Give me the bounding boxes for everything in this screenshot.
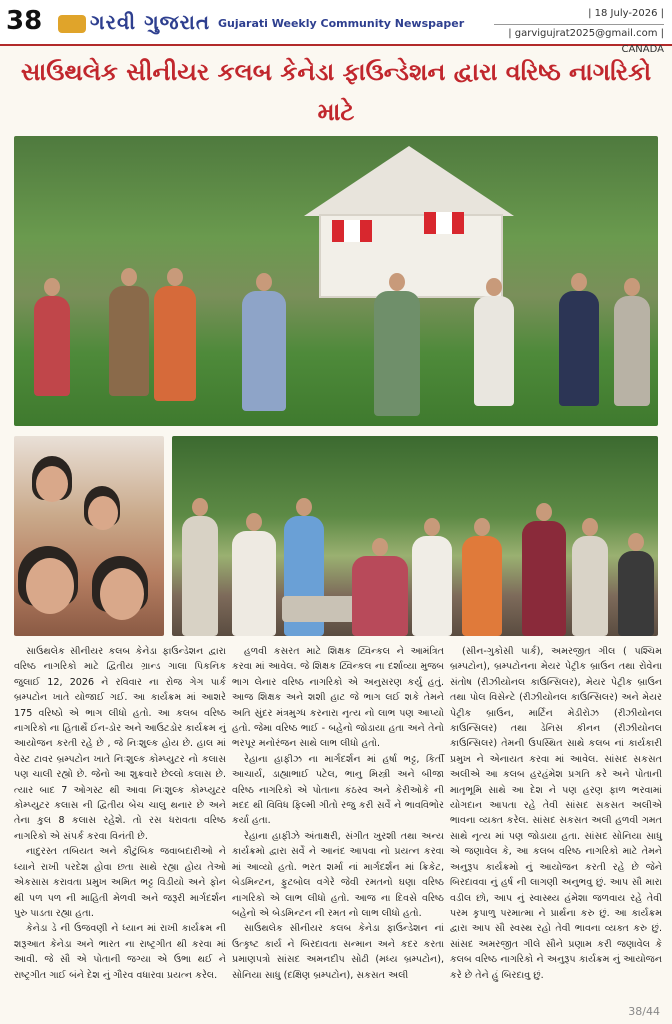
page-header [0, 0, 672, 55]
country-label: CANADA [621, 44, 664, 55]
participant [109, 286, 149, 396]
article-paragraph: નાદુરસ્ત તબિયત અને કૌટુંબિક જવાબદારીઓ ને ધ્યાને રાખી પરદેશ હોવા છતા સાથે રહ્યા હોય તેઓ એકસાસ કરાવતા પ્રમુખ અમિત ભટ્ટ વિડીયો અને ફોન થી પળ પળ ની માહિતી મેળવી અને જરૂરી માર્ગદર્શન પુરુ પાડતા રહ્યા હતા. [14, 846, 226, 919]
participant [618, 551, 654, 636]
participant [572, 536, 608, 636]
masthead-title: ગરવી ગુજરાત [90, 10, 211, 34]
page-indicator: 38/44 [628, 1005, 660, 1018]
participant [614, 296, 650, 406]
main-group-photo [14, 136, 658, 426]
article-column-1 [14, 644, 226, 983]
participant [522, 521, 566, 636]
group-selfie-photo [14, 436, 164, 636]
picnic-participants [14, 256, 658, 406]
article-column-2 [232, 644, 444, 983]
article-paragraph: કેનેડા ડે ની ઉજવણી ને ધ્યાન માં રાખી કાર્યક્રમ ની શરૂઆત કેનેડા અને ભારત ના રાષ્ટ્રગીત થી કરવા માં આવી. જે સૌ એ પોતાની જગ્યા એ ઉભા થઈ ને રાષ્ટ્રગીત ગાઈ બંને દેશ નું ગૌરવ વધારવા પ્રયત્ન કરેલ. [14, 923, 226, 981]
article-paragraph: રેહાના હાફીઝે અંતાક્ષરી, સંગીત ખુરશી તથા અન્ય કાર્યક્રમો દ્વારા સર્વે ને આનંદ આપવા નો પ્રયત્ન કરવા માં આવ્યો હતો. ભરત શર્મા નાં માર્ગદર્શન માં ક્રિકેટ, બેડમિન્ટન, ફુટબોલ વગેરે જેવી રમતનો ઘણા વરિષ્ઠ નાગરિકો એ લાભ લીધો હતો. આજ ના દિવસે વરિષ્ઠ બહેનો એ બેડમિન્ટન ની રમત નો લાભ લીધો હતો. [232, 830, 444, 919]
participant [232, 531, 276, 636]
contact-email: garvigujrat2025@gmail.com [514, 28, 658, 39]
participant [154, 286, 196, 401]
masthead-logo-icon [58, 15, 86, 33]
article-paragraph: સાઉથલેક સીનીયર કલબ કેનેડા ફાઉન્ડેશન દ્વારા વરિષ્ઠ નાગરિકો માટે દ્વિતીય ગ્રાન્ડ ગાલા પિકનિક જુલાઈ 12, 2026 ને રવિવાર ના રોજ ગેગ પાર્ક બ્રમ્પટોન ખાતે યોજાઈ ગઈ. આ કાર્યક્રમ માં આશરે 175 વરિષ્ઠો એ ભાગ લીધો હતો. આ કલબ વરિષ્ઠ નાગરિકો ના હિતાર્થે ઈન-ડોર અને આઉટડોર કાર્યક્રમ નું આયોજન કરતી રહે છે , જે નિઃશુલ્ક હોય છે. હાલ માં વેસ્ટ ટાવર બ્રમ્પટોન ખાતે નિઃશુલ્ક કોમ્પ્યુટર નો કલાસ પણ ચાલી રહ્યો છે. જેનો આ શુક્રવારે છેલ્લો કલાસ છે. ત્યાર બાદ 7 ઓગસ્ટ થી આવા નિઃશુલ્ક કોમ્પ્યુટર કોમ્પ્યુટર કલાસ ની દ્વિતીય બેચ ચાલુ થનાર છે અને તેના કુલ 8 કલાસ રહેશે. તો રસ ધરાવતા વરિષ્ઠ નાગરિકો એ સંપર્ક કરવા વિનંતી છે. [14, 646, 226, 842]
page-number: 38 [6, 6, 43, 36]
newspaper-tagline: Gujarati Weekly Community Newspaper [218, 17, 465, 30]
participant [462, 536, 502, 636]
food-service-photo [172, 436, 658, 636]
article-paragraph: રેહાના હાફીઝ ના માર્ગદર્શન માં હર્ષા ભટ્ટ, કિર્તી આચાર્ય, ડાહ્યાભાઈ પટેલ, ભાનુ મિસ્ત્રી અને બીજા વરિષ્ઠ નાગરિકો એ પોતાના કંઠસ્વ અને કેરીઓકે ની મદદ થી વિવિધ ફિલ્મી ગીતો રજુ કરી સર્વે ને ભાવવિભોર કર્યા હતા. [232, 753, 444, 827]
participant [242, 291, 286, 411]
participant [474, 296, 514, 406]
headline-line-1: સાઉથલેક સીનીયર કલબ કેનેડા ફાઉન્ડેશન દ્વારા વરિષ્ઠ નાગરિકો માટે [20, 58, 652, 126]
article-column-3 [450, 644, 662, 983]
participant-face [88, 496, 118, 530]
participant [352, 556, 408, 636]
participant-face [100, 568, 144, 620]
newspaper-masthead [54, 10, 210, 34]
participant [374, 291, 420, 416]
article-paragraph: સાઉથલેક સીનીયર કલબ કેનેડા ફાઉન્ડેશન નાં ઉત્કૃષ્ટ કાર્ય ને બિરદાવતા સન્માન અને કદર કરતા પ્રમાણપત્રો સાંસદ અમનદીપ સોઢી (મધ્ય બ્રમ્પટોન), સોનિયા સાધુ (દક્ષિણ બ્રમ્પટોન), સકસત અલી [232, 923, 444, 981]
participant [559, 291, 599, 406]
gazebo-roof [304, 146, 514, 216]
canada-flag-icon [424, 212, 464, 234]
article-paragraph: હળવી કસરત માટે શિક્ષક ટ્વિન્કલ ને આમંત્રિત કરવા માં આવેલ. જે શિક્ષક ટ્વિન્કલ ના દર્શાવ્યા મુજબ ભાગ લેનાર વરિષ્ઠ નાગરિકો એ અનુસરણ કર્યુ હતું. આજ શિક્ષક અને શશી હાટ જે ભાગ લઈ શકે તેમને અતિ સુંદર મંત્રમુગ્ધ કરનારા નૃત્ય નો લાભ પણ આપ્યો હતો. જેમા વરિષ્ઠ ભાઈ - બહેનો જોડાયા હતા અને તેનો ભરપૂર મનોરંજન સાથે લાભ લીધો હતો. [232, 646, 444, 750]
canada-flag-icon [332, 220, 372, 242]
participant-face [36, 466, 68, 502]
participant-face [26, 558, 74, 614]
participant [412, 536, 452, 636]
participant [34, 296, 70, 396]
header-info: | 18 July-2026 | | garvigujrat2025@gmail.com | CANADA [494, 6, 664, 58]
issue-date: 18 July-2026 [594, 8, 658, 19]
article-paragraph: (સીન-ગુકોસી પાર્ક), અમરજીત ગીલ ( પશ્ચિમ બ્રમ્પટોન), બ્રમ્પટોનના મેયર પેટ્રીક બ્રાઉન તથા રોવેના સંતોષ (રીઝીયોનલ કાઉન્સિલર), મેયર પેટ્રીક બ્રાઉન તથા પોલ વિસેન્ટે (રીઝીયોનલ કાઉન્સિલર) અને મેયર પેટ્રીક બ્રાઉન, માર્ટિન મેડીરોઝ (રીઝીયોનલ કાઉન્સિલર) તથા ડેનિસ કીનન (રીઝીયોનલ કાઉન્સિલર) તેમની ઉપસ્થિત સાથે કલબ નાં કાર્યકારી પ્રમુખ ને એનાયત કરવા માં આવેલ. સાંસદ સકસત અલીએ આ કલબ હરહંમેશ પ્રગતિ કરે અને પોતાની માતૃભૂમિ સાથે આ દેશ ને પણ હરણ ફાળ ભરવામાં યોગદાન આપતા રહે તેવી સાંસદ સકસત અલીએ ભાવના વ્યક્ત કરેલ. સાંસદ સકસત અલી હળવી ગમત સાથે નૃત્ય માં પણ જોડાયા હતા. સાંસદ સોનિયા સાધુ એ જણાવેલ કે, આ કલબ વરિષ્ઠ નાગરિકો માટે તેમને અનુરૂપ કાર્યક્રમો નું આયોજન કરતી રહે છે જેને બિરદાવવા નું હર્ષ ની લાગણી અનુભવુ છું. આપ સૌ મારા વડીલ છો, આપ નું સ્વાસ્થ્ય હંમેશા જળવાય રહે તેવી પરમ કૃપાળુ પરમાત્મા ને પ્રાર્થના કરુ છું. આ કાર્યક્રમ દ્વારા આપ સૌ સ્વસ્થ રહો તેવી ભાવના વ્યક્ત કરુ છું. સાંસદ અમરજીત ગીલે સૌને પ્રણામ કરી જણાવેલ કે કલબ વરિષ્ઠ નાગરિકો ને અનુરૂપ કાર્યક્રમ નું આયોજન કરે છે તેને હું બિરદાવુ છું. [450, 646, 662, 981]
participant [182, 516, 218, 636]
